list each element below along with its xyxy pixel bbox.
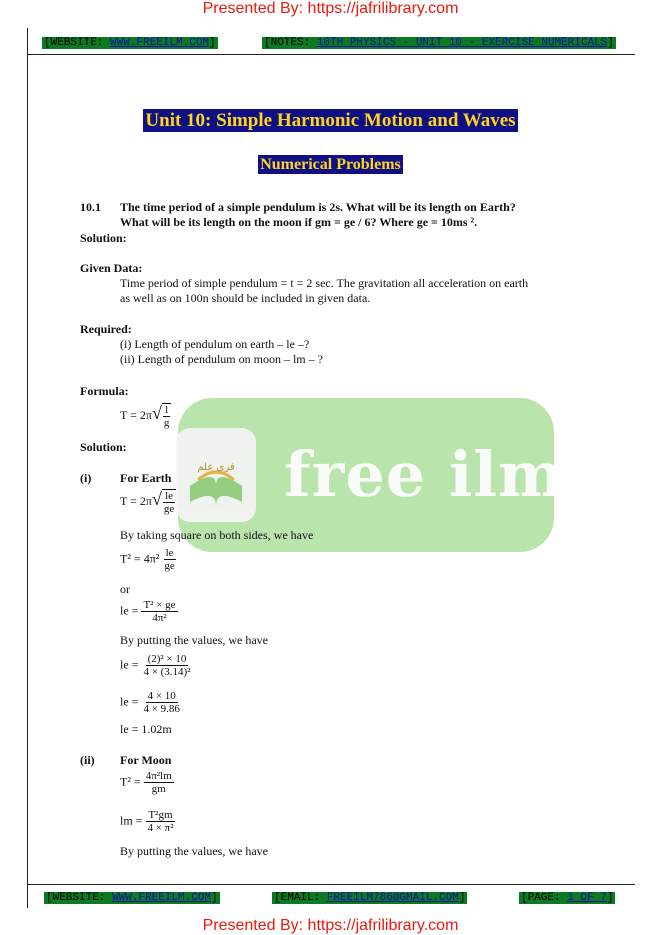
watermark-logo bbox=[176, 428, 256, 522]
earth-heading: For Earth bbox=[120, 471, 172, 485]
header-notes-tag-box bbox=[262, 37, 616, 49]
book-icon bbox=[176, 428, 256, 522]
earth-eq2-den: ge bbox=[164, 560, 175, 572]
moon-marker: (ii) bbox=[80, 753, 95, 767]
given-line-2: as well as on 100n should be included in given data. bbox=[120, 291, 371, 305]
earth-eq5-lhs: le = bbox=[120, 694, 139, 709]
moon-eq2-den: 4 × π² bbox=[147, 822, 174, 834]
page-title: Unit 10: Simple Harmonic Motion and Waves bbox=[145, 110, 516, 131]
earth-eq3-lhs: le = bbox=[120, 603, 139, 618]
header-notes-suffix: ] bbox=[607, 37, 614, 49]
formula-num: l bbox=[165, 404, 169, 417]
earth-eq2-lhs: T² = 4π² bbox=[120, 551, 160, 566]
moon-eq2-lhs: lm = bbox=[120, 813, 143, 828]
required-item-1: (i) Length of pendulum on earth – le –? bbox=[120, 337, 310, 351]
footer-page-prefix: [PAGE: bbox=[521, 892, 568, 904]
presented-by-top[interactable]: Presented By: https://jafrilibrary.com bbox=[202, 0, 459, 17]
earth-eq3-num: T² × ge bbox=[143, 599, 176, 611]
footer-page-tag-box bbox=[519, 892, 615, 904]
earth-eq1-den: ge bbox=[163, 503, 175, 516]
footer-website-link[interactable]: WWW.FREEILM.COM bbox=[112, 892, 212, 904]
earth-text-1: By taking square on both sides, we have bbox=[120, 528, 314, 542]
footer-website-suffix: ] bbox=[211, 892, 218, 904]
footer-email-link[interactable]: FREEILM786@GMAIL.COM bbox=[326, 892, 459, 904]
formula-equation: T = 2π√ $\frac{l}{g}$ bbox=[120, 403, 170, 430]
footer-email-suffix: ] bbox=[458, 892, 466, 904]
required-item-2: (ii) Length of pendulum on moon – lm – ? bbox=[120, 352, 323, 366]
earth-marker: (i) bbox=[80, 471, 92, 485]
footer-page-suffix: ] bbox=[606, 892, 614, 904]
earth-eq-3 bbox=[120, 599, 178, 624]
moon-eq2-num: T²gm bbox=[148, 809, 173, 821]
header-website-prefix: [WEBSITE: bbox=[44, 37, 111, 49]
given-label: Given Data: bbox=[80, 261, 143, 275]
footer-email-tag bbox=[272, 891, 467, 905]
header-notes-tag bbox=[262, 36, 616, 50]
header-website-link[interactable]: WWW.FREEILM.COM bbox=[110, 37, 210, 49]
earth-or: or bbox=[120, 582, 130, 596]
title-wrap bbox=[0, 110, 661, 132]
page-subtitle: Numerical Problems bbox=[260, 156, 401, 173]
earth-eq4-den: 4 × (3.14)² bbox=[143, 666, 191, 678]
footer-website-tag-box bbox=[44, 892, 220, 904]
moon-eq1-num: 4π²lm bbox=[145, 770, 172, 782]
footer-email-tag-box bbox=[272, 892, 467, 904]
formula-label: Formula: bbox=[80, 384, 129, 398]
moon-heading: For Moon bbox=[120, 753, 172, 767]
header-rule bbox=[27, 54, 635, 55]
header-website-suffix: ] bbox=[209, 37, 216, 49]
earth-result: le = 1.02m bbox=[120, 722, 172, 736]
earth-eq5-den: 4 × 9.86 bbox=[143, 703, 180, 715]
watermark-text: free ilm. bbox=[284, 438, 588, 511]
header-notes-prefix: [NOTES: bbox=[264, 37, 317, 49]
required-label: Required: bbox=[80, 322, 132, 336]
footer-page-link[interactable]: 1 OF 7 bbox=[567, 892, 607, 904]
moon-eq1-den: gm bbox=[151, 783, 166, 795]
footer-website-prefix: [WEBSITE: bbox=[46, 892, 113, 904]
earth-eq-2 bbox=[120, 547, 177, 572]
footer-rule bbox=[27, 884, 635, 885]
header-website-tag bbox=[42, 36, 218, 50]
header-notes-link[interactable]: 10TH PHYSICS - UNIT 10 - EXERCISE NUMERICALS bbox=[316, 37, 608, 49]
formula-den: g bbox=[163, 417, 170, 430]
footer-page-tag bbox=[519, 891, 615, 905]
earth-eq1-lhs: T = 2π bbox=[120, 494, 152, 508]
moon-eq-2 bbox=[120, 809, 176, 834]
watermark-logo-text: فری علم bbox=[197, 462, 235, 473]
problem-number: 10.1 bbox=[80, 200, 101, 214]
earth-eq2-num: le bbox=[165, 547, 174, 559]
earth-eq4-num: (2)² × 10 bbox=[147, 653, 187, 665]
problem-line-2: What will be its length on the moon if gm = ge / 6? Where ge = 10ms ². bbox=[120, 215, 478, 229]
earth-eq-5 bbox=[120, 690, 182, 715]
earth-eq-1: T = 2π√ $\frac{le}{ge}$ bbox=[120, 489, 175, 516]
formula-lhs: T = 2π bbox=[120, 408, 152, 422]
moon-text-1: By putting the values, we have bbox=[120, 844, 268, 858]
earth-eq3-den: 4π² bbox=[152, 612, 167, 624]
problem-solution-label: Solution: bbox=[80, 231, 127, 245]
earth-text-2: By putting the values, we have bbox=[120, 633, 268, 647]
footer-website-tag bbox=[44, 891, 220, 905]
moon-eq-1 bbox=[120, 770, 174, 795]
earth-eq-4 bbox=[120, 653, 193, 678]
subtitle-wrap bbox=[0, 156, 661, 174]
header-website-tag-box bbox=[42, 37, 218, 49]
earth-eq5-num: 4 × 10 bbox=[147, 690, 176, 702]
given-line-1: Time period of simple pendulum = t = 2 sec. The gravitation all acceleration on earth bbox=[120, 276, 529, 290]
solution-label: Solution: bbox=[80, 440, 127, 454]
earth-eq1-num: le bbox=[165, 490, 174, 503]
moon-eq1-lhs: T² = bbox=[120, 774, 141, 789]
earth-eq4-lhs: le = bbox=[120, 657, 139, 672]
problem-line-1: The time period of a simple pendulum is 2s. What will be its length on Earth? bbox=[120, 200, 516, 214]
footer-email-prefix: [EMAIL: bbox=[274, 892, 327, 904]
presented-by-bottom[interactable]: Presented By: https://jafrilibrary.com bbox=[202, 917, 459, 934]
